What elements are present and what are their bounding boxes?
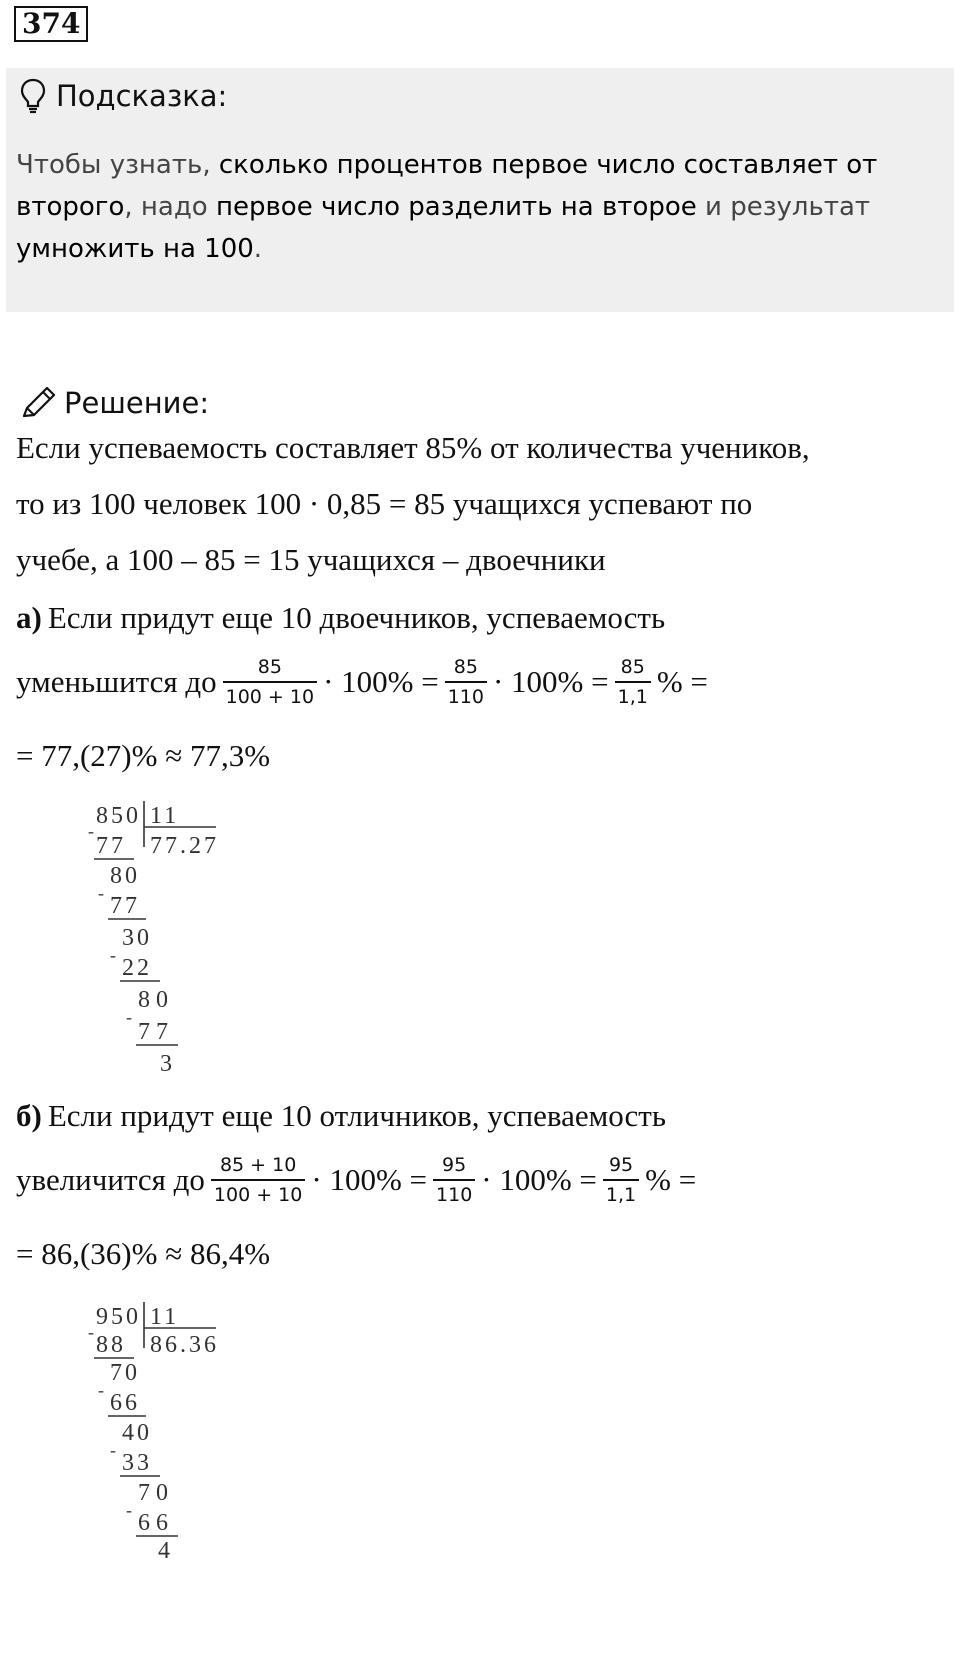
div-row: 3 (160, 1051, 172, 1077)
part-a-line: а) Если придут еще 10 двоечников, успеваемость (16, 600, 666, 635)
div-row: 77 (138, 1019, 174, 1045)
div-row: 80 (138, 987, 174, 1013)
part-b-result: = 86,(36)% ≈ 86,4% (16, 1236, 271, 1271)
intro-line-3: учебе, а 100 – 85 = 15 учащихся – двоечники (16, 542, 606, 577)
div-row: 66 (138, 1510, 174, 1536)
lightbulb-icon (20, 78, 46, 114)
part-b-line: б) Если придут еще 10 отличников, успеваемость (16, 1098, 666, 1133)
div-row: 88 (96, 1332, 126, 1358)
svg-text:-: - (126, 1500, 132, 1520)
part-b-label: б) (16, 1098, 42, 1133)
hint-text: Чтобы узнать, сколько процентов первое число составляет от второго, надо первое число разделить на второе и результат умножить на 100. (16, 150, 878, 264)
problem-number: 374 (14, 6, 88, 42)
div-row: 70 (138, 1480, 174, 1506)
div-row: 66 (110, 1390, 140, 1416)
quotient: 86.36 (150, 1332, 219, 1358)
divisor: 11 (150, 803, 180, 829)
solution-title: Решение: (64, 386, 210, 420)
div-row: 77 (110, 893, 140, 919)
div-row: 70 (110, 1360, 140, 1386)
svg-text:-: - (110, 1440, 116, 1460)
fraction: $\frac{85}{110}$ (445, 656, 487, 708)
solution-header (20, 386, 209, 420)
quotient: 77.27 (150, 833, 219, 859)
div-row: 77 (96, 833, 126, 859)
part-a-formula: уменьшится до $\frac{85}{100 + 10}$ · 100% = $\frac{85}{110}$ · 100% = $\frac{85}{1,1}$ % = (16, 656, 708, 708)
intro-line-1: Если успеваемость составляет 85% от количества учеников, (16, 430, 810, 465)
fraction: $\frac{85}{1,1}$ (615, 656, 651, 708)
svg-text:-: - (110, 945, 116, 965)
intro-line-2: то из 100 человек 100 · 0,85 = 85 учащихся успевают по (16, 486, 753, 521)
hint-title: Подсказка: (56, 79, 228, 113)
svg-text:-: - (88, 1322, 94, 1342)
svg-text:-: - (98, 1380, 104, 1400)
div-row: 30 (122, 925, 152, 951)
part-b-formula: увеличится до $\frac{85 + 10}{100 + 10}$ · 100% = $\frac{95}{110}$ · 100% = $\frac{95}{1,1}$ % = (16, 1154, 697, 1206)
dividend: 850 (96, 803, 141, 829)
long-division-b (80, 1296, 300, 1657)
svg-text:-: - (126, 1007, 132, 1027)
part-a-label: а) (16, 600, 42, 635)
fraction: $\frac{85 + 10}{100 + 10}$ (211, 1154, 305, 1206)
svg-text:-: - (98, 883, 104, 903)
pencil-icon (20, 386, 56, 420)
div-row: 4 (158, 1538, 170, 1564)
div-row: 40 (122, 1420, 152, 1446)
long-division-a (80, 795, 300, 1135)
hint-header (20, 78, 227, 114)
dividend: 950 (96, 1304, 141, 1330)
fraction: $\frac{95}{110}$ (433, 1154, 475, 1206)
part-a-result: = 77,(27)% ≈ 77,3% (16, 738, 271, 773)
fraction: $\frac{95}{1,1}$ (603, 1154, 639, 1206)
div-row: 33 (122, 1450, 152, 1476)
svg-text:-: - (88, 821, 94, 841)
divisor: 11 (150, 1304, 180, 1330)
div-row: 22 (122, 955, 152, 981)
fraction: $\frac{85}{100 + 10}$ (223, 656, 317, 708)
div-row: 80 (110, 863, 140, 889)
